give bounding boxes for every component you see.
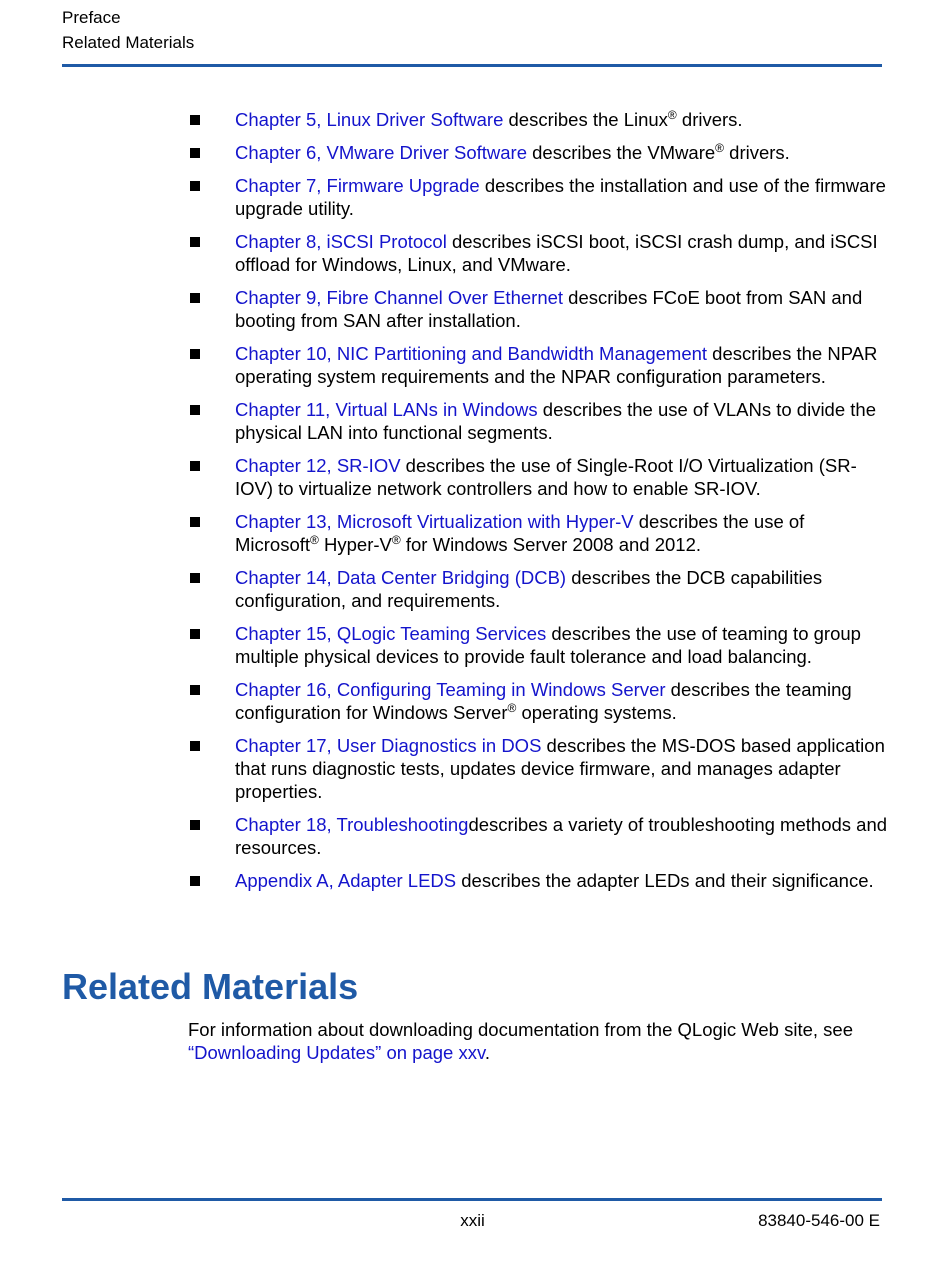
footer-rule — [62, 1198, 882, 1201]
registered-mark: ® — [667, 108, 677, 122]
header-section: Related Materials — [62, 33, 195, 52]
list-text: describes iSCSI boot, iSCSI crash dump, and iSCSI offload for Windows, Linux, and VMware. — [235, 231, 878, 275]
list-text: describes the use of Microsoft — [235, 511, 805, 555]
chapter-link[interactable]: Chapter 8, iSCSI Protocol — [235, 231, 447, 252]
list-text: describes the use of Single-Root I/O Virtualization (SR-IOV) to virtualize network controllers and how to enable SR-IOV. — [235, 455, 857, 499]
list-item — [188, 454, 888, 500]
chapter-link[interactable]: Chapter 5, Linux Driver Software — [235, 109, 504, 130]
square-bullet-icon — [190, 237, 200, 247]
square-bullet-icon — [190, 685, 200, 695]
chapter-link[interactable]: Chapter 15, QLogic Teaming Services — [235, 623, 547, 644]
registered-mark: ® — [715, 141, 725, 155]
list-text: describes the VMware — [527, 142, 716, 163]
list-item — [188, 230, 888, 276]
list-text: describes the use of VLANs to divide the physical LAN into functional segments. — [235, 399, 876, 443]
chapter-link[interactable]: Chapter 16, Configuring Teaming in Windows Server — [235, 679, 666, 700]
square-bullet-icon — [190, 741, 200, 751]
list-text: describes a variety of troubleshooting methods and resources. — [235, 814, 888, 858]
list-text: for Windows Server 2008 and 2012. — [400, 534, 702, 555]
list-item — [188, 813, 888, 859]
list-text: drivers. — [676, 109, 743, 130]
paragraph-end: . — [484, 1042, 490, 1063]
square-bullet-icon — [190, 405, 200, 415]
square-bullet-icon — [190, 876, 200, 886]
square-bullet-icon — [190, 461, 200, 471]
list-text: describes the adapter LEDs and their significance. — [456, 870, 874, 891]
list-text: operating systems. — [516, 702, 677, 723]
document-number: 83840-546-00 E — [758, 1211, 880, 1230]
list-text: describes the NPAR operating system requirements and the NPAR configuration parameters. — [235, 343, 878, 387]
square-bullet-icon — [190, 349, 200, 359]
chapter-link[interactable]: Chapter 7, Firmware Upgrade — [235, 175, 480, 196]
square-bullet-icon — [190, 629, 200, 639]
square-bullet-icon — [190, 820, 200, 830]
list-item — [188, 566, 888, 612]
running-header — [62, 5, 194, 55]
list-text: describes FCoE boot from SAN and booting from SAN after installation. — [235, 287, 863, 331]
paragraph-text: For information about downloading documentation from the QLogic Web site, see — [188, 1019, 854, 1040]
section-paragraph — [188, 1018, 888, 1064]
list-item — [188, 869, 888, 892]
list-text: describes the teaming configuration for Windows Server — [235, 679, 852, 723]
chapter-link[interactable]: Chapter 14, Data Center Bridging (DCB) — [235, 567, 567, 588]
list-item — [188, 734, 888, 803]
list-item — [188, 398, 888, 444]
registered-mark: ® — [507, 701, 517, 715]
list-text: describes the use of teaming to group multiple physical devices to provide fault tolerance and load balancing. — [235, 623, 861, 667]
list-text: describes the Linux — [503, 109, 668, 130]
square-bullet-icon — [190, 181, 200, 191]
list-text: Hyper-V — [318, 534, 392, 555]
list-item — [188, 174, 888, 220]
list-item — [188, 622, 888, 668]
downloading-updates-link[interactable]: “Downloading Updates” on page xxv — [188, 1042, 485, 1063]
header-rule — [62, 64, 882, 67]
section-heading: Related Materials — [62, 966, 359, 1007]
chapter-link[interactable]: Chapter 13, Microsoft Virtualization with Hyper-V — [235, 511, 634, 532]
chapter-link[interactable]: Chapter 17, User Diagnostics in DOS — [235, 735, 542, 756]
registered-mark: ® — [391, 533, 401, 547]
list-item — [188, 108, 888, 131]
list-text: describes the DCB capabilities configuration, and requirements. — [235, 567, 823, 611]
chapter-link[interactable]: Chapter 6, VMware Driver Software — [235, 142, 527, 163]
chapter-list — [188, 108, 888, 902]
registered-mark: ® — [310, 533, 319, 547]
square-bullet-icon — [190, 573, 200, 583]
list-text: drivers. — [724, 142, 790, 163]
list-item — [188, 678, 888, 724]
header-chapter: Preface — [62, 8, 121, 27]
chapter-link[interactable]: Chapter 18, Troubleshooting — [235, 814, 469, 835]
square-bullet-icon — [190, 293, 200, 303]
list-item — [188, 286, 888, 332]
list-text: describes the MS-DOS based application that runs diagnostic tests, updates device firmware, and manages adapter properties. — [235, 735, 885, 802]
list-text: describes the installation and use of the firmware upgrade utility. — [235, 175, 886, 219]
list-item — [188, 510, 888, 556]
chapter-link[interactable]: Chapter 9, Fibre Channel Over Ethernet — [235, 287, 564, 308]
chapter-link[interactable]: Chapter 12, SR-IOV — [235, 455, 401, 476]
square-bullet-icon — [190, 115, 200, 125]
appendix-link[interactable]: Appendix A, Adapter LEDS — [235, 870, 457, 891]
square-bullet-icon — [190, 148, 200, 158]
page-number: xxii — [460, 1211, 485, 1230]
square-bullet-icon — [190, 517, 200, 527]
chapter-link[interactable]: Chapter 10, NIC Partitioning and Bandwidth Management — [235, 343, 708, 364]
list-item — [188, 342, 888, 388]
chapter-link[interactable]: Chapter 11, Virtual LANs in Windows — [235, 399, 538, 420]
list-item — [188, 141, 888, 164]
